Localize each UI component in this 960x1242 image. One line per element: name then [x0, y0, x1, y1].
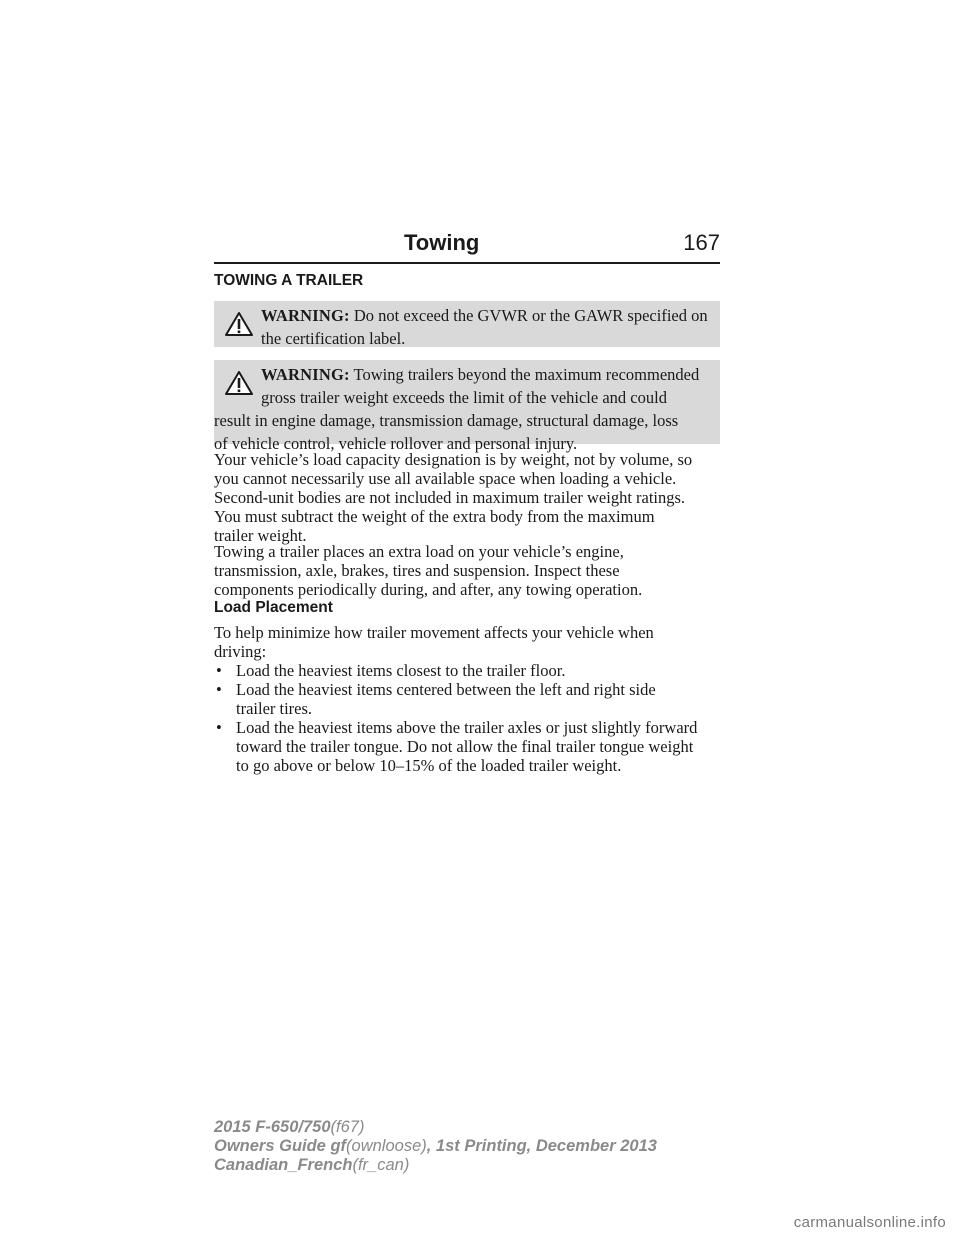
- text-line: You must subtract the weight of the extra body from the maximum: [214, 507, 655, 526]
- list-item: [214, 661, 724, 680]
- warning-line: WARNING: Do not exceed the GVWR or the GAWR specified on: [261, 306, 708, 325]
- paragraph-extra-load: [214, 542, 724, 599]
- print-footer: [214, 1118, 657, 1175]
- page-number: 167: [683, 230, 720, 255]
- text-line: toward the trailer tongue. Do not allow the final trailer tongue weight: [236, 737, 694, 756]
- warning-line: gross trailer weight exceeds the limit of the vehicle and could: [261, 388, 667, 407]
- text-line: Second-unit bodies are not included in maximum trailer weight ratings.: [214, 488, 686, 507]
- text-line: To help minimize how trailer movement affects your vehicle when: [214, 623, 654, 642]
- text-line: driving:: [214, 642, 267, 661]
- section-title: TOWING A TRAILER: [214, 272, 364, 289]
- bullet-dot: •: [216, 661, 222, 680]
- text-line: trailer weight.: [214, 526, 307, 545]
- page-header: [214, 228, 720, 264]
- list-item: [214, 680, 724, 718]
- warning-line: the certification label.: [261, 329, 406, 348]
- paragraph-load-intro: [214, 623, 724, 661]
- paragraph-load-capacity: [214, 450, 724, 545]
- chapter-title: Towing: [404, 230, 480, 255]
- footer-line: 2015 F-650/750(f67): [214, 1118, 365, 1136]
- warning-line: of vehicle control, vehicle rollover and personal injury.: [214, 434, 578, 453]
- warning-line: result in engine damage, transmission damage, structural damage, loss: [214, 411, 679, 430]
- text-line: you cannot necessarily use all available space when loading a vehicle.: [214, 469, 677, 488]
- text-line: Load the heaviest items centered between the left and right side: [236, 680, 656, 699]
- text-line: components periodically during, and after, any towing operation.: [214, 580, 643, 599]
- footer-line: Canadian_French(fr_can): [214, 1156, 410, 1174]
- text-line: trailer tires.: [236, 699, 313, 718]
- text-line: to go above or below 10–15% of the loaded trailer weight.: [236, 756, 622, 775]
- watermark-link[interactable]: carmanualsonline.info: [793, 1214, 946, 1231]
- text-line: Load the heaviest items closest to the trailer floor.: [236, 661, 566, 680]
- text-line: Your vehicle’s load capacity designation is by weight, not by volume, so: [214, 450, 693, 469]
- text-line: Load the heaviest items above the trailer axles or just slightly forward: [236, 718, 698, 737]
- bullet-list: [214, 661, 724, 775]
- text-line: transmission, axle, brakes, tires and suspension. Inspect these: [214, 561, 620, 580]
- footer-line: Owners Guide gf(ownloose), 1st Printing, December 2013: [214, 1137, 657, 1155]
- subsection-title: Load Placement: [214, 599, 333, 616]
- list-item: [214, 718, 724, 775]
- warning-box: [214, 301, 720, 347]
- warning-box: [214, 360, 720, 453]
- bullet-dot: •: [216, 680, 222, 699]
- text-line: Towing a trailer places an extra load on your vehicle’s engine,: [214, 542, 624, 561]
- warning-label: WARNING:: [261, 306, 350, 325]
- bullet-dot: •: [216, 718, 222, 737]
- warning-line: WARNING: Towing trailers beyond the maximum recommended: [261, 365, 700, 384]
- warning-label: WARNING:: [261, 365, 350, 384]
